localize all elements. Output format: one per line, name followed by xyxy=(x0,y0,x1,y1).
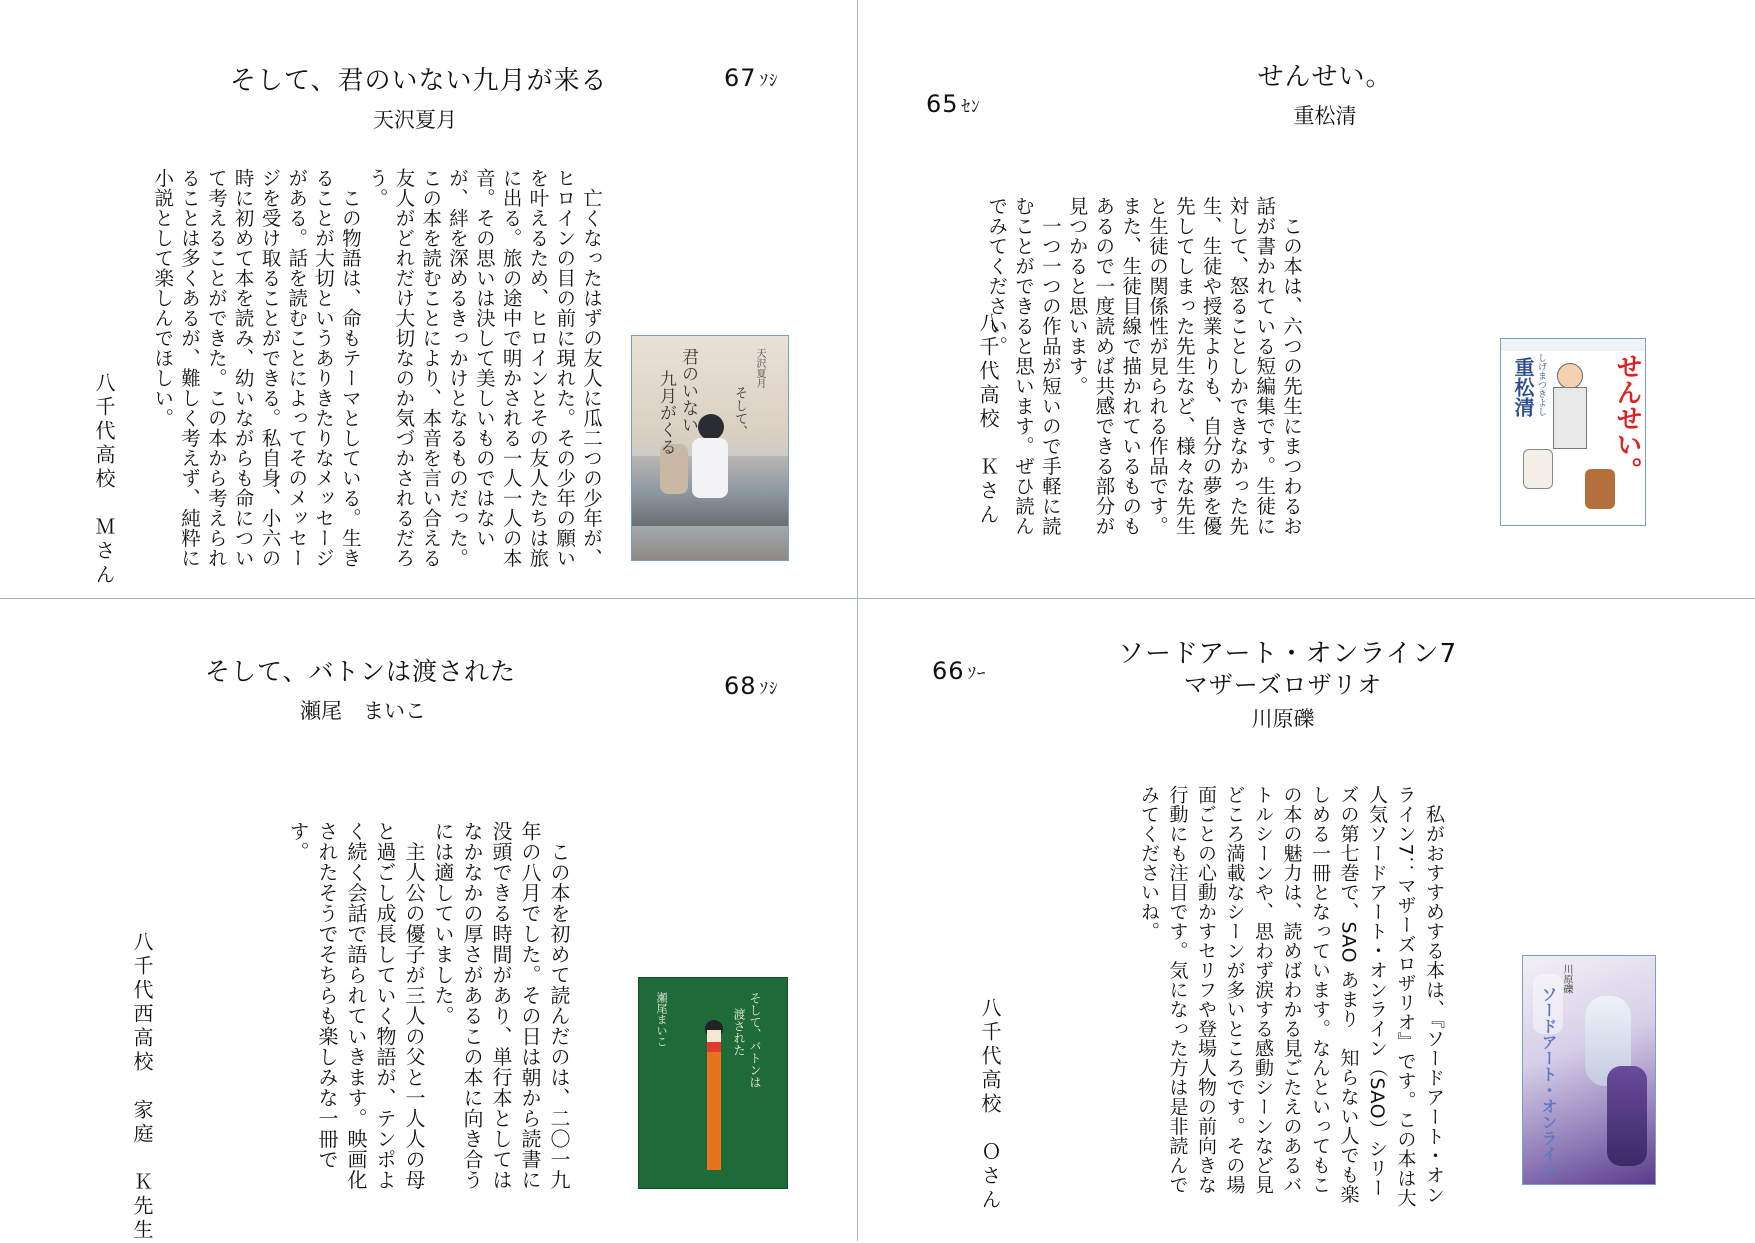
reviewer-signature: 八千代西高校 家庭 Ｋ先生 xyxy=(130,931,154,1243)
cover-title: 君のいない xyxy=(678,348,698,433)
book-cover-image xyxy=(638,977,788,1189)
cover-title: ソードアート・オンライン xyxy=(1539,986,1558,1178)
cover-band xyxy=(1501,339,1646,351)
book-author: 天沢夏月 xyxy=(373,108,457,132)
book-title: せんせい。 xyxy=(1257,62,1393,92)
book-number: 67 ｿｼ xyxy=(724,64,779,92)
book-number: 68 ｿｼ xyxy=(724,672,779,700)
book-number: 65 ｾﾝ xyxy=(926,90,981,118)
cover-author: 重松清 xyxy=(1511,357,1535,417)
book-author: 瀬尾 まいこ xyxy=(300,699,426,723)
cover-figure xyxy=(1557,363,1583,389)
cover-title: そして、 xyxy=(732,386,747,438)
book-card-sao xyxy=(858,599,1755,1241)
cover-title: 九月がくる xyxy=(656,370,676,455)
review-body: 亡くなったはずの友人に瓜二つの少年が、ヒロインの目の前に現れた。その少年の願いを叶えるため、ヒロインとその友人たちは旅に出る。旅の途中で明かされる一人一人の本音。その思いは決して美しいものではないが、絆を深めるきっかけとなるものだった。この本を読むことにより、本音を言い合える友人がどれだけ大切なのか気づかされるだろう。 この物語は、命もテーマとしている。生きることが大切というありきたりなメッセージがある。話を読むことによってそのメッセージを受け取ることができる。私自身、小六の時に初めて本を読み、幼いながらも命について考えることができた。この本から考えられることは多くあるが、難しく考えず、純粋に小説として楽しんでほしい。 xyxy=(151,168,603,568)
book-subtitle: マザーズロザリオ xyxy=(1183,671,1383,699)
cover-figure xyxy=(707,1030,721,1042)
cover-author: 川原礫 xyxy=(1561,964,1572,994)
review-body: この本は、六つの先生にまつわるお話が書かれている短編集です。生徒に対して、怒ることしかできなかった先生、生徒や授業よりも、自分の夢を優先してしまった先生など、様々な先生と生徒の関係性が見られる作品です。また、生徒目線で描かれているものもあるので一度読めば共感できる部分が見つかると思います。 一つ一つの作品が短いので手軽に読むことができると思います。ぜひ読んでみてください。 xyxy=(985,196,1303,536)
cover-figure xyxy=(692,438,728,498)
reviewer-signature: 八千代高校 Ｋさん xyxy=(976,312,1000,528)
review-body: この本を初めて読んだのは、二〇一九年の八月でした。その日は朝から読書に没頭できる時間があり、単行本としてはなかなかの厚さがあるこの本に向き合うには適していました。 主人公の優子が三人の父と一人人の母と過ごし成長していく物語が、テンポよく続く会話で語られていきます。映画化されたそうでそちらも楽しみな一冊です。 xyxy=(286,821,571,1190)
book-author: 重松清 xyxy=(1293,104,1357,128)
book-cover-image xyxy=(1500,338,1646,526)
cover-title: 渡された xyxy=(732,1008,746,1056)
cover-figure xyxy=(1523,449,1553,489)
cover-baton xyxy=(707,1052,721,1170)
cover-title: せんせい。 xyxy=(1612,353,1642,483)
book-author: 川原礫 xyxy=(1251,707,1315,731)
cover-title: そして、バトンは xyxy=(748,992,762,1088)
reviewer-signature: 八千代高校 Ｏさん xyxy=(978,997,1002,1213)
cover-kana: しげまつきよし xyxy=(1536,353,1546,416)
book-title: そして、バトンは渡された xyxy=(205,657,517,686)
book-title: そして、君のいない九月が来る xyxy=(230,66,608,96)
book-title: ソードアート・オンライン7 xyxy=(1118,639,1458,669)
cover-figure xyxy=(1607,1066,1647,1166)
review-body: 私がおすすめする本は、『ソードアート・オンライン7：マザーズロザリオ』です。この本は大人気ソードアート・オンライン（SAO）シリーズの第七巻で、SAO あまり 知らない人でも楽しめる一冊となっています。なんといってもこの本の魅力は、読めばわかる見ごたえのあるバトルシーンや、思わず涙する感動シーンなど見どころ満載なシーンが多いところです。その場面ごとの心動かすセリフや登場人物の前向きな行動にも注目です。気になった方は是非読んでみてくださいね。 xyxy=(1138,785,1445,1208)
cover-figure xyxy=(1553,387,1587,449)
book-cover-image xyxy=(1522,955,1656,1185)
book-cover-image xyxy=(631,335,789,561)
cover-figure xyxy=(698,414,724,440)
cover-author: 天沢夏月 xyxy=(754,348,765,388)
book-card-sensei xyxy=(858,0,1755,598)
cover-author: 瀬尾まいこ xyxy=(655,992,668,1047)
book-card-kimi xyxy=(0,0,857,598)
cover-figure xyxy=(707,1042,721,1052)
book-number: 66 ｿｰ xyxy=(932,657,987,685)
book-card-baton xyxy=(0,599,857,1241)
reviewer-signature: 八千代高校 Ｍさん xyxy=(92,372,116,588)
